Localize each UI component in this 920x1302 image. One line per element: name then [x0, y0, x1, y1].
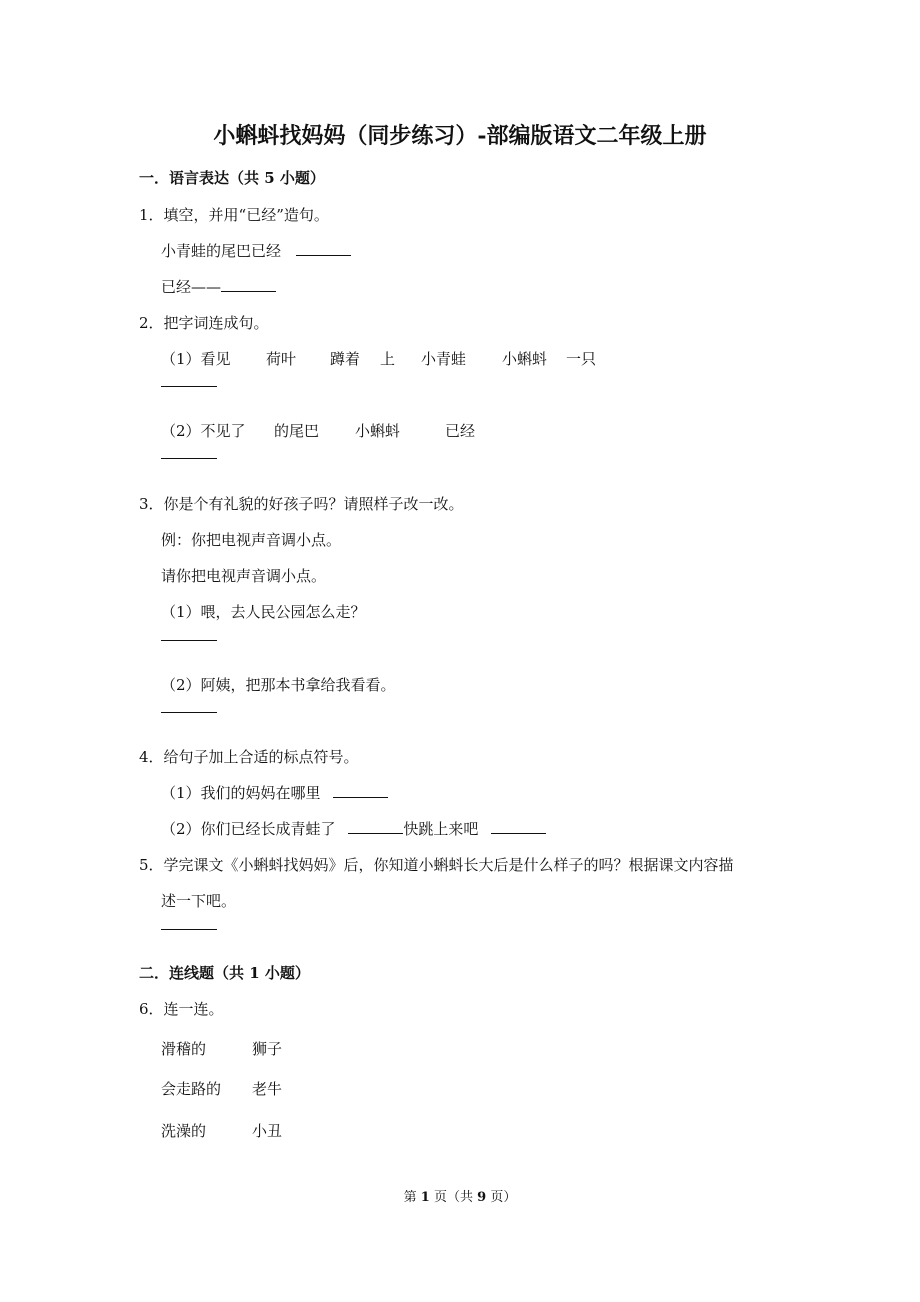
word-item: 荷叶	[266, 350, 297, 368]
match-left-item[interactable]: 会走路的	[161, 1080, 222, 1098]
match-left-item[interactable]: 滑稽的	[161, 1040, 207, 1058]
answer-blank[interactable]	[161, 640, 217, 641]
match-right-item[interactable]: 小丑	[252, 1122, 283, 1140]
question-1-line-2	[161, 277, 276, 297]
answer-blank[interactable]	[333, 783, 388, 798]
word-item: 一只	[566, 350, 597, 368]
page-total: 9	[477, 1190, 487, 1205]
answer-blank[interactable]	[161, 929, 217, 930]
question-3-stem: 3．你是个有礼貌的好孩子吗？请照样子改一改。	[139, 495, 464, 513]
answer-blank[interactable]	[161, 712, 217, 713]
question-1-line-2-text: 已经——	[161, 278, 222, 296]
word-item: 的尾巴	[274, 422, 320, 440]
question-4-stem: 4．给句子加上合适的标点符号。	[139, 748, 359, 766]
question-4-part-2	[161, 819, 546, 839]
word-item: 小青蛙	[421, 350, 467, 368]
example-line: 请你把电视声音调小点。	[161, 567, 327, 585]
footer-prefix: 第	[403, 1190, 417, 1205]
page-number: 1	[420, 1190, 430, 1205]
question-1-line-1-text: 小青蛙的尾巴已经	[161, 242, 282, 260]
answer-blank[interactable]	[161, 386, 217, 387]
word-item: 小蝌蚪	[355, 422, 401, 440]
answer-blank[interactable]	[491, 819, 546, 834]
section-heading-matching: 二．连线题（共 1 小题）	[139, 964, 310, 982]
answer-blank[interactable]	[161, 458, 217, 459]
word-item: （1）看见	[161, 350, 231, 368]
word-item: 蹲着	[330, 350, 361, 368]
answer-blank[interactable]	[221, 277, 276, 292]
section-heading-language: 一．语言表达（共 5 小题）	[139, 169, 325, 187]
word-item: （2）不见了	[161, 422, 246, 440]
question-3-part-1: （1）喂，去人民公园怎么走？	[161, 603, 366, 621]
document-title: 小蝌蚪找妈妈（同步练习）-部编版语文二年级上册	[213, 123, 707, 149]
example-line: 例：你把电视声音调小点。	[161, 531, 342, 549]
question-4-part-2-text-2: 快跳上来吧	[403, 820, 479, 838]
question-1-stem: 1．填空，并用“已经”造句。	[139, 206, 329, 224]
question-2-stem: 2．把字词连成句。	[139, 314, 269, 332]
match-right-item[interactable]: 老牛	[252, 1080, 283, 1098]
match-left-item[interactable]: 洗澡的	[161, 1122, 207, 1140]
word-item: 上	[380, 350, 396, 368]
question-3-part-2: （2）阿姨，把那本书拿给我看看。	[161, 676, 396, 694]
question-4-part-1	[161, 783, 388, 803]
footer-middle: 页（共	[433, 1190, 473, 1205]
question-5-stem-cont: 述一下吧。	[161, 892, 237, 910]
question-1-line-1	[161, 241, 351, 261]
answer-blank[interactable]	[296, 241, 351, 256]
question-4-part-1-text: （1）我们的妈妈在哪里	[161, 784, 321, 802]
question-4-part-2-text: （2）你们已经长成青蛙了	[161, 820, 336, 838]
word-item: 小蝌蚪	[502, 350, 548, 368]
answer-blank[interactable]	[348, 819, 403, 834]
word-item: 已经	[445, 422, 476, 440]
match-right-item[interactable]: 狮子	[252, 1040, 283, 1058]
page-footer	[0, 1189, 920, 1207]
question-5-stem: 5．学完课文《小蝌蚪找妈妈》后，你知道小蝌蚪长大后是什么样子的吗？根据课文内容描	[139, 856, 734, 874]
question-6-stem: 6．连一连。	[139, 1000, 224, 1018]
footer-suffix: 页）	[490, 1190, 517, 1205]
